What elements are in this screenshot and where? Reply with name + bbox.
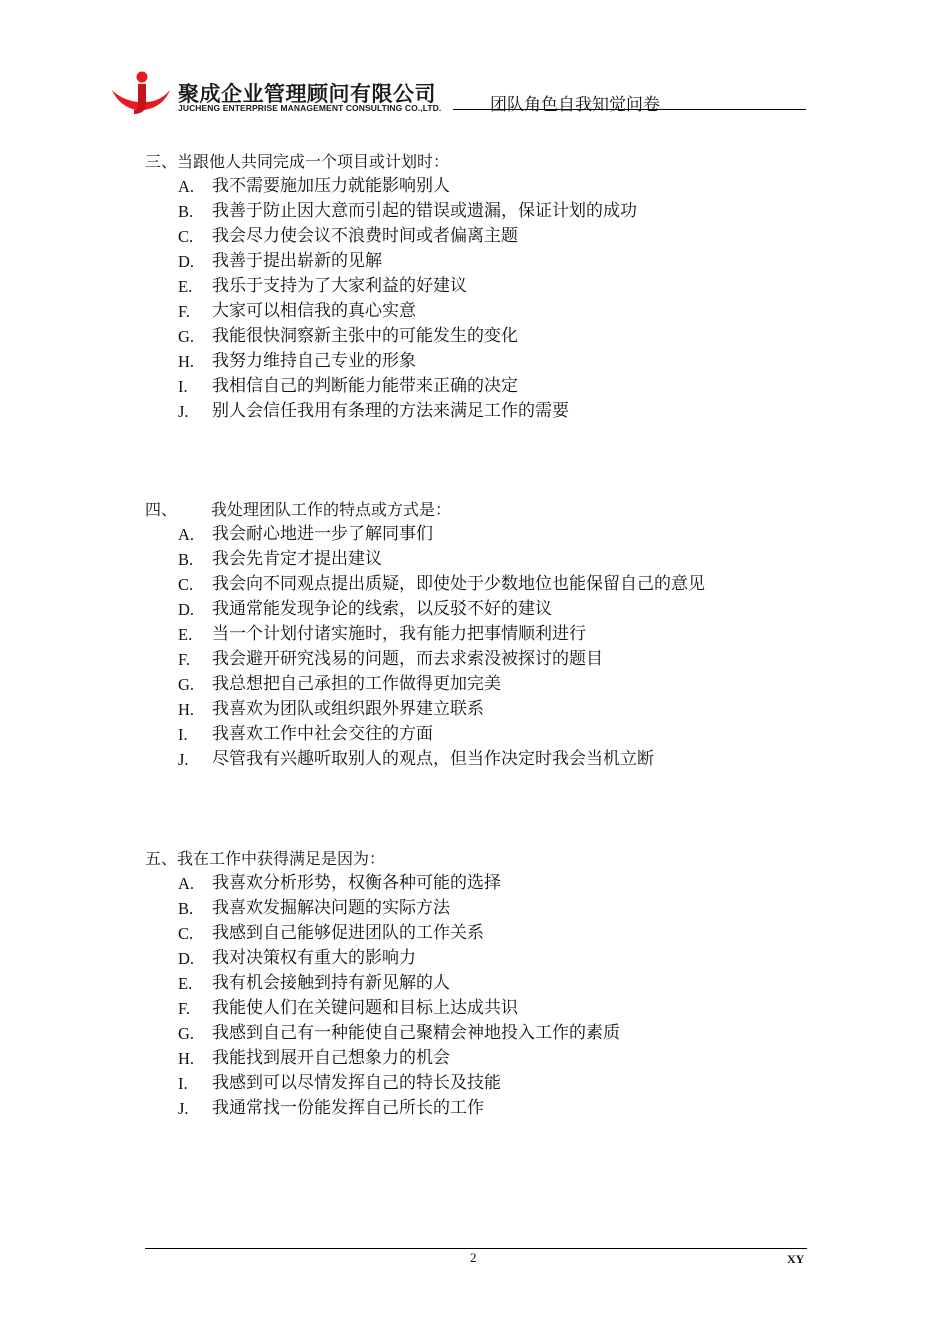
option-letter: D. xyxy=(178,252,195,271)
question-section-3 xyxy=(145,149,637,424)
question-section-5 xyxy=(145,846,620,1121)
option-item xyxy=(145,647,603,672)
option-text: 我总想把自己承担的工作做得更加完美 xyxy=(212,674,501,694)
option-letter: G. xyxy=(178,327,195,346)
section-title xyxy=(145,149,449,174)
option-item xyxy=(145,399,569,424)
option-text: 我努力维持自己专业的形象 xyxy=(212,351,416,371)
section-title xyxy=(145,846,385,871)
option-item xyxy=(145,896,450,921)
option-letter: C. xyxy=(178,575,194,594)
option-letter: I. xyxy=(178,377,188,396)
option-item xyxy=(145,747,654,772)
option-letter: B. xyxy=(178,202,194,221)
option-text: 我相信自己的判断能力能带来正确的决定 xyxy=(212,376,518,396)
option-text: 我喜欢工作中社会交往的方面 xyxy=(212,724,433,744)
option-letter: H. xyxy=(178,1049,195,1068)
option-letter: E. xyxy=(178,625,193,644)
option-letter: J. xyxy=(178,750,189,769)
option-item xyxy=(145,299,449,324)
section-heading: 当跟他人共同完成一个项目或计划时： xyxy=(177,152,450,171)
option-letter: C. xyxy=(178,924,194,943)
option-letter: I. xyxy=(178,725,188,744)
option-text: 我会先肯定才提出建议 xyxy=(212,549,382,569)
option-item xyxy=(145,1046,450,1071)
option-text: 我能很快洞察新主张中的可能发生的变化 xyxy=(212,326,518,346)
option-item xyxy=(145,697,484,722)
option-text: 尽管我有兴趣听取别人的观点，但当作决定时我会当机立断 xyxy=(212,749,654,769)
option-text: 我通常能发现争论的线索，以反驳不好的建议 xyxy=(212,599,552,619)
option-item xyxy=(145,274,467,299)
option-item xyxy=(145,199,637,224)
option-letter: A. xyxy=(178,525,195,544)
section-number: 四、 xyxy=(145,500,178,519)
company-name-cn: 聚成企业管理顾问有限公司 xyxy=(178,82,436,106)
option-item xyxy=(145,522,451,547)
option-item xyxy=(145,672,501,697)
option-item xyxy=(145,224,518,249)
option-text: 我会避开研究浅易的问题，而去求索没被探讨的题目 xyxy=(212,649,603,669)
page-number: 2 xyxy=(470,1250,477,1265)
option-letter: I. xyxy=(178,1074,188,1093)
option-item xyxy=(145,1071,501,1096)
option-text: 我喜欢发掘解决问题的实际方法 xyxy=(212,898,450,918)
option-item xyxy=(145,572,705,597)
option-text: 我不需要施加压力就能影响别人 xyxy=(212,176,450,196)
option-item xyxy=(145,374,518,399)
option-text: 我乐于支持为了大家利益的好建议 xyxy=(212,276,467,296)
option-text: 我善于防止因大意而引起的错误或遗漏，保证计划的成功 xyxy=(212,201,637,221)
document-title: 团队角色自我知觉问卷 xyxy=(490,95,660,115)
option-text: 我感到自己能够促进团队的工作关系 xyxy=(212,923,484,943)
option-text: 我喜欢为团队或组织跟外界建立联系 xyxy=(212,699,484,719)
section-number: 五、 xyxy=(145,849,178,868)
option-text: 我善于提出崭新的见解 xyxy=(212,251,382,271)
option-letter: H. xyxy=(178,700,195,719)
section-title xyxy=(145,497,451,522)
page-header xyxy=(108,70,808,118)
header-divider xyxy=(453,109,806,110)
option-letter: G. xyxy=(178,675,195,694)
company-name-en: JUCHENG ENTERPRISE MANAGEMENT CONSULTING CO.,LTD. xyxy=(178,103,442,113)
footer-divider xyxy=(145,1248,807,1249)
option-letter: H. xyxy=(178,352,195,371)
option-text: 我会向不同观点提出质疑，即使处于少数地位也能保留自己的意见 xyxy=(212,574,705,594)
option-item xyxy=(145,1021,620,1046)
option-item xyxy=(145,597,552,622)
option-item xyxy=(145,249,449,274)
option-text: 我能使人们在关键问题和目标上达成共识 xyxy=(212,998,518,1018)
option-text: 我能找到展开自己想象力的机会 xyxy=(212,1048,450,1068)
option-letter: D. xyxy=(178,949,195,968)
option-letter: J. xyxy=(178,402,189,421)
option-letter: G. xyxy=(178,1024,195,1043)
footer-mark: XY xyxy=(787,1252,805,1266)
section-heading: 我处理团队工作的特点或方式是： xyxy=(211,500,452,519)
option-item xyxy=(145,174,449,199)
company-logo-icon xyxy=(108,70,174,116)
option-text: 我会尽力使会议不浪费时间或者偏离主题 xyxy=(212,226,518,246)
option-item xyxy=(145,722,451,747)
option-letter: B. xyxy=(178,550,194,569)
section-heading: 我在工作中获得满足是因为： xyxy=(177,849,386,868)
option-letter: J. xyxy=(178,1099,189,1118)
option-letter: A. xyxy=(178,874,195,893)
section-number: 三、 xyxy=(145,152,178,171)
option-text: 我感到可以尽情发挥自己的特长及技能 xyxy=(212,1073,501,1093)
option-text: 我感到自己有一种能使自己聚精会神地投入工作的素质 xyxy=(212,1023,620,1043)
option-letter: E. xyxy=(178,277,193,296)
option-item xyxy=(145,996,518,1021)
option-item xyxy=(145,946,416,971)
option-text: 我通常找一份能发挥自己所长的工作 xyxy=(212,1098,484,1118)
option-letter: C. xyxy=(178,227,194,246)
option-letter: A. xyxy=(178,177,195,196)
option-text: 别人会信任我用有条理的方法来满足工作的需要 xyxy=(212,401,569,421)
option-letter: F. xyxy=(178,999,190,1018)
option-letter: D. xyxy=(178,600,195,619)
option-letter: B. xyxy=(178,899,194,918)
option-text: 大家可以相信我的真心实意 xyxy=(212,301,416,321)
option-letter: F. xyxy=(178,302,190,321)
option-text: 我对决策权有重大的影响力 xyxy=(212,948,416,968)
option-text: 我会耐心地进一步了解同事们 xyxy=(212,524,433,544)
option-text: 我有机会接触到持有新见解的人 xyxy=(212,973,450,993)
option-item xyxy=(145,622,586,647)
option-letter: E. xyxy=(178,974,193,993)
option-item xyxy=(145,547,451,572)
option-item xyxy=(145,921,484,946)
option-item xyxy=(145,349,449,374)
option-item xyxy=(145,324,518,349)
option-item xyxy=(145,871,501,896)
question-section-4 xyxy=(145,497,705,772)
option-text: 我喜欢分析形势，权衡各种可能的选择 xyxy=(212,873,501,893)
option-letter: F. xyxy=(178,650,190,669)
option-item xyxy=(145,1096,484,1121)
option-item xyxy=(145,971,450,996)
option-text: 当一个计划付诸实施时，我有能力把事情顺利进行 xyxy=(212,624,586,644)
